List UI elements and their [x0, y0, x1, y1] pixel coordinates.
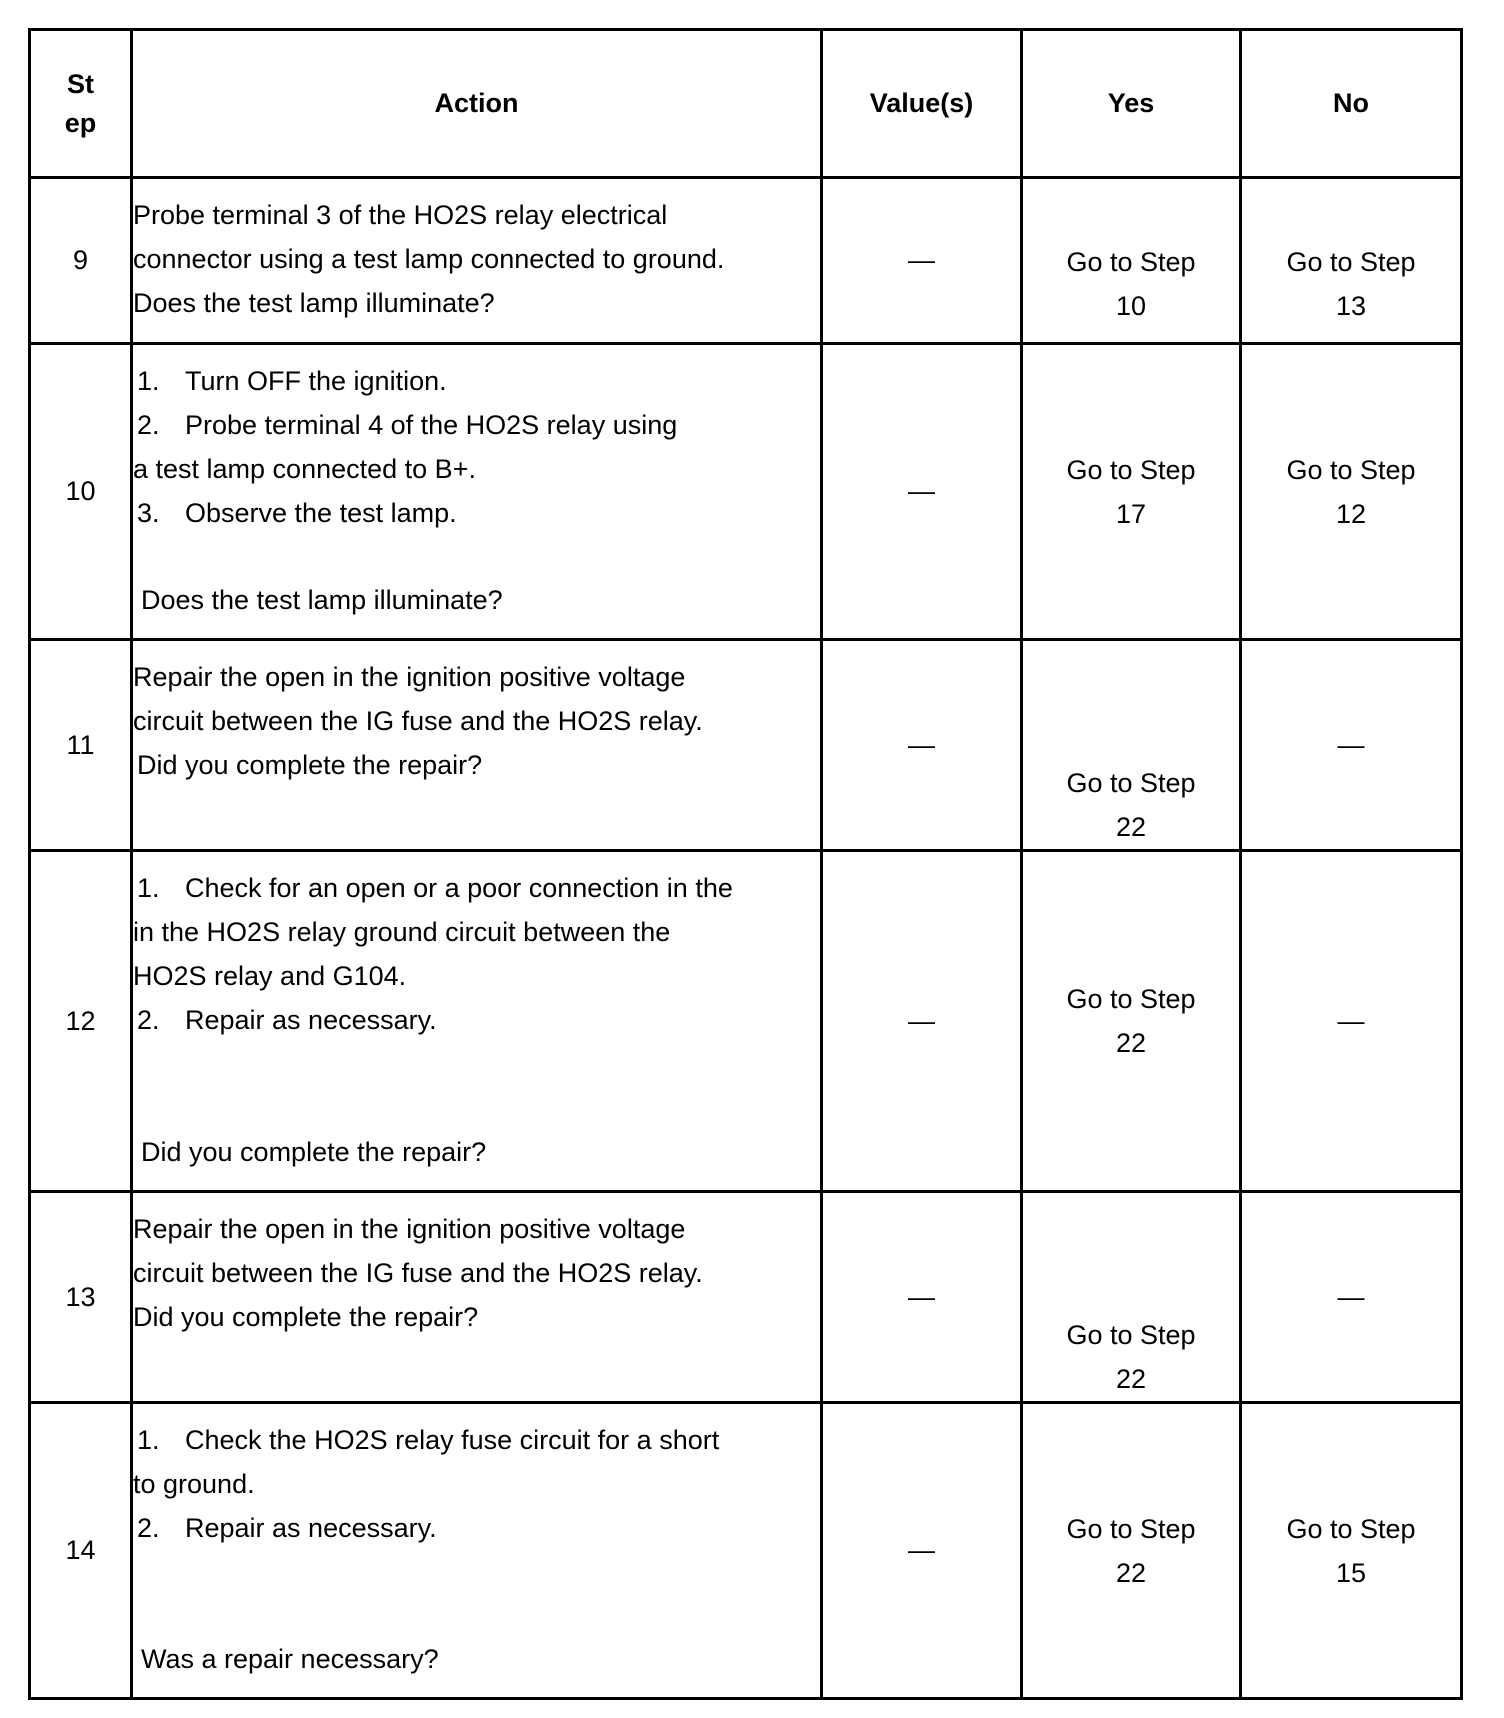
list-number: 1.: [137, 1425, 160, 1455]
no-cell: [1241, 344, 1462, 640]
action-line: to ground.: [133, 1469, 255, 1499]
no-go-label: Go to Step: [1286, 1513, 1416, 1544]
yes-cell: [1022, 178, 1241, 344]
action-cell: [132, 1192, 822, 1403]
action-cell: [132, 178, 822, 344]
value-cell: —: [822, 640, 1022, 851]
action-line: in the HO2S relay ground circuit between the: [133, 917, 671, 947]
table-row: [30, 178, 1462, 344]
no-cell: [1241, 178, 1462, 344]
table-row: [30, 1192, 1462, 1403]
no-cell: [1241, 1403, 1462, 1699]
yes-cell: [1022, 851, 1241, 1192]
value-cell: —: [822, 344, 1022, 640]
value-cell: —: [822, 851, 1022, 1192]
action-line: Turn OFF the ignition.: [185, 366, 447, 396]
header-values: Value(s): [822, 30, 1022, 178]
list-number: 1.: [137, 873, 160, 903]
step-number: 9: [30, 178, 132, 344]
yes-cell: [1022, 1192, 1241, 1403]
step-number: 14: [30, 1403, 132, 1699]
yes-go-label: Go to Step: [1066, 247, 1196, 277]
diagnostic-table: [28, 28, 1463, 1700]
header-step-label: Step: [64, 68, 97, 138]
list-number: 3.: [137, 498, 160, 528]
header-step: [30, 30, 132, 178]
action-line: HO2S relay and G104.: [133, 961, 407, 991]
no-go-label: Go to Step: [1286, 454, 1416, 485]
action-line: circuit between the IG fuse and the HO2S relay.: [133, 706, 703, 736]
action-line: Repair as necessary.: [185, 1513, 437, 1543]
no-step-number: 15: [1335, 1557, 1367, 1588]
yes-go-label: Go to Step: [1066, 454, 1196, 485]
action-question: Does the test lamp illuminate?: [141, 585, 503, 615]
list-number: 2.: [137, 1005, 160, 1035]
yes-step-number: 22: [1115, 1364, 1147, 1394]
yes-step-number: 22: [1115, 1028, 1147, 1058]
action-line: Observe the test lamp.: [185, 498, 457, 528]
action-question: Was a repair necessary?: [141, 1644, 439, 1674]
value-cell: —: [822, 1192, 1022, 1403]
yes-cell: [1022, 1403, 1241, 1699]
yes-cell: [1022, 344, 1241, 640]
action-line: Repair the open in the ignition positive voltage: [133, 1214, 686, 1244]
action-line: Check the HO2S relay fuse circuit for a short: [185, 1425, 720, 1455]
step-number: 10: [30, 344, 132, 640]
no-cell: —: [1241, 1192, 1462, 1403]
list-number: 1.: [137, 366, 160, 396]
table-row: [30, 1403, 1462, 1699]
yes-step-number: 22: [1115, 812, 1147, 842]
step-number: 11: [30, 640, 132, 851]
action-line: a test lamp connected to B+.: [133, 454, 476, 484]
action-question: Did you complete the repair?: [141, 1137, 487, 1167]
action-cell: [132, 1403, 822, 1699]
table-row: [30, 344, 1462, 640]
no-go-label: Go to Step: [1286, 247, 1416, 277]
yes-step-number: 10: [1115, 291, 1147, 321]
action-line: Did you complete the repair?: [133, 1302, 479, 1332]
step-number: 12: [30, 851, 132, 1192]
action-cell: [132, 851, 822, 1192]
action-line: Repair as necessary.: [185, 1005, 437, 1035]
header-no: No: [1241, 30, 1462, 178]
list-number: 2.: [137, 1513, 160, 1543]
no-step-number: 13: [1335, 291, 1367, 321]
action-line: Did you complete the repair?: [137, 750, 483, 780]
yes-step-number: 17: [1115, 498, 1147, 529]
action-line: Probe terminal 4 of the HO2S relay using: [185, 410, 678, 440]
step-number: 13: [30, 1192, 132, 1403]
no-cell: —: [1241, 640, 1462, 851]
action-cell: [132, 344, 822, 640]
action-line: connector using a test lamp connected to ground.: [133, 244, 725, 274]
action-line: Probe terminal 3 of the HO2S relay electrical: [133, 200, 668, 230]
header-action: Action: [132, 30, 822, 178]
action-line: Check for an open or a poor connection in the: [185, 873, 733, 903]
yes-step-number: 22: [1115, 1557, 1147, 1588]
yes-go-label: Go to Step: [1066, 1320, 1196, 1350]
no-cell: —: [1241, 851, 1462, 1192]
table-row: [30, 851, 1462, 1192]
action-cell: [132, 640, 822, 851]
table-row: [30, 640, 1462, 851]
header-yes: Yes: [1022, 30, 1241, 178]
action-line: circuit between the IG fuse and the HO2S relay.: [133, 1258, 703, 1288]
yes-go-label: Go to Step: [1066, 984, 1196, 1014]
list-number: 2.: [137, 410, 160, 440]
value-cell: —: [822, 1403, 1022, 1699]
action-line: Does the test lamp illuminate?: [133, 288, 495, 318]
value-cell: —: [822, 178, 1022, 344]
yes-go-label: Go to Step: [1066, 768, 1196, 798]
no-step-number: 12: [1335, 498, 1367, 529]
action-line: Repair the open in the ignition positive voltage: [133, 662, 686, 692]
header-row: [30, 30, 1462, 178]
yes-cell: [1022, 640, 1241, 851]
yes-go-label: Go to Step: [1066, 1513, 1196, 1544]
